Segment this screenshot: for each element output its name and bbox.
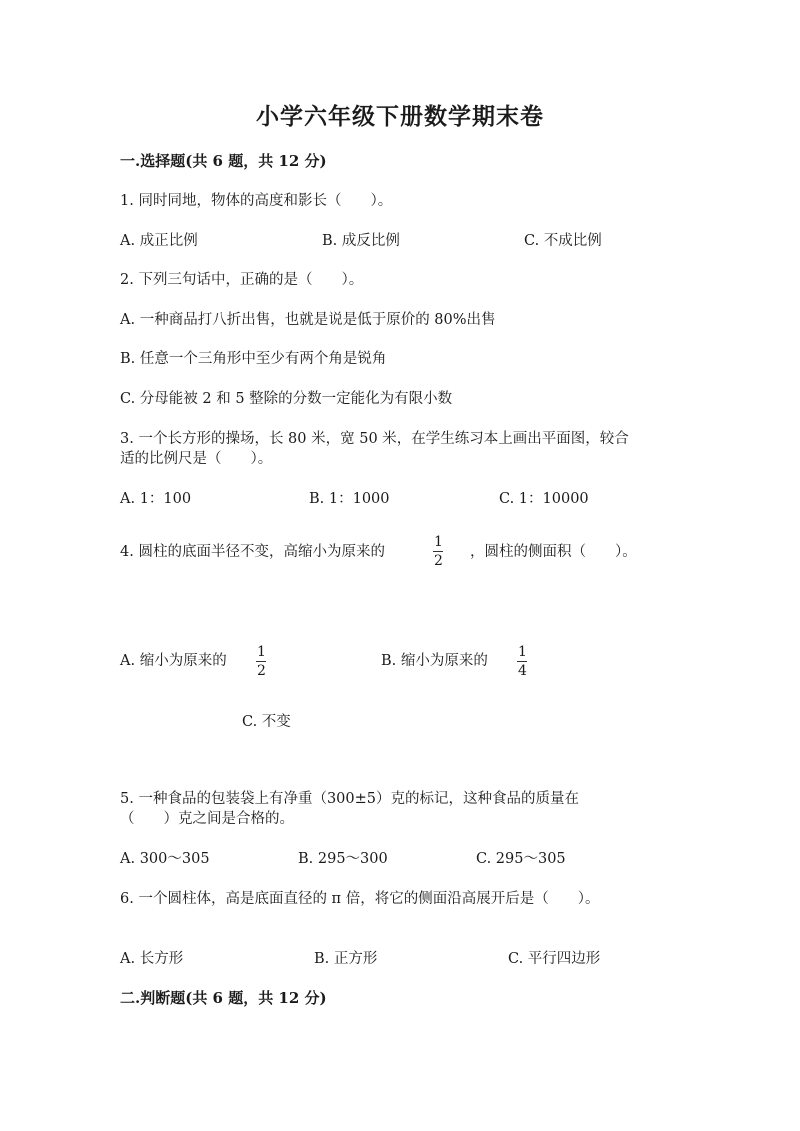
fraction-denominator: 2 [434,553,443,569]
q4-option-b: B. 缩小为原来的 [381,653,488,669]
q4-fraction [432,535,445,568]
question-4-text: 4. 圆柱的底面半径不变，高缩小为原来的 [120,544,385,560]
q6-option-b: B. 正方形 [314,951,378,967]
section-heading-choice: 一.选择题(共 6 题，共 12 分) [120,152,327,170]
fraction-numerator: 1 [434,534,443,550]
question-3-line-2: 适的比例尺是（ ）。 [120,451,273,467]
q2-option-c: C. 分母能被 2 和 5 整除的分数一定能化为有限小数 [120,391,453,407]
fraction-numerator: 1 [257,644,266,660]
q5-option-b: B. 295～300 [298,851,388,867]
q5-option-c: C. 295～305 [476,851,566,867]
fraction-denominator: 2 [257,663,266,679]
q5-option-a: A. 300～305 [120,851,210,867]
q1-option-a: A. 成正比例 [120,233,198,249]
fraction-denominator: 4 [518,663,527,679]
q4-option-c: C. 不变 [242,714,291,730]
q4-option-a-fraction [255,645,268,678]
q2-option-a: A. 一种商品打八折出售，也就是说是低于原价的 80%出售 [120,312,496,328]
q3-option-a: A. 1：100 [120,491,192,507]
page-title: 小学六年级下册数学期末卷 [256,103,544,130]
q6-option-c: C. 平行四边形 [508,951,601,967]
q6-option-a: A. 长方形 [120,951,184,967]
q1-option-b: B. 成反比例 [322,233,400,249]
section-heading-judgement: 二.判断题(共 6 题，共 12 分) [120,989,327,1007]
q3-option-b: B. 1：1000 [309,491,390,507]
fraction-numerator: 1 [518,644,527,660]
question-4-text-after: ，圆柱的侧面积（ ）。 [470,544,637,560]
q3-option-c: C. 1：10000 [499,491,589,507]
question-1: 1. 同时同地，物体的高度和影长（ ）。 [120,193,393,209]
q2-option-b: B. 任意一个三角形中至少有两个角是锐角 [120,351,387,367]
q4-option-b-fraction [516,645,529,678]
question-5-line-2: （ ）克之间是合格的。 [120,811,294,827]
q1-option-c: C. 不成比例 [524,233,602,249]
question-5-line-1: 5. 一种食品的包装袋上有净重（300±5）克的标记，这种食品的质量在 [120,791,579,807]
q4-option-a: A. 缩小为原来的 [120,653,227,669]
question-2: 2. 下列三句话中，正确的是（ ）。 [120,272,364,288]
question-3-line-1: 3. 一个长方形的操场，长 80 米，宽 50 米，在学生练习本上画出平面图，较合 [120,431,629,447]
question-6: 6. 一个圆柱体，高是底面直径的 π 倍，将它的侧面沿高展开后是（ ）。 [120,891,600,907]
